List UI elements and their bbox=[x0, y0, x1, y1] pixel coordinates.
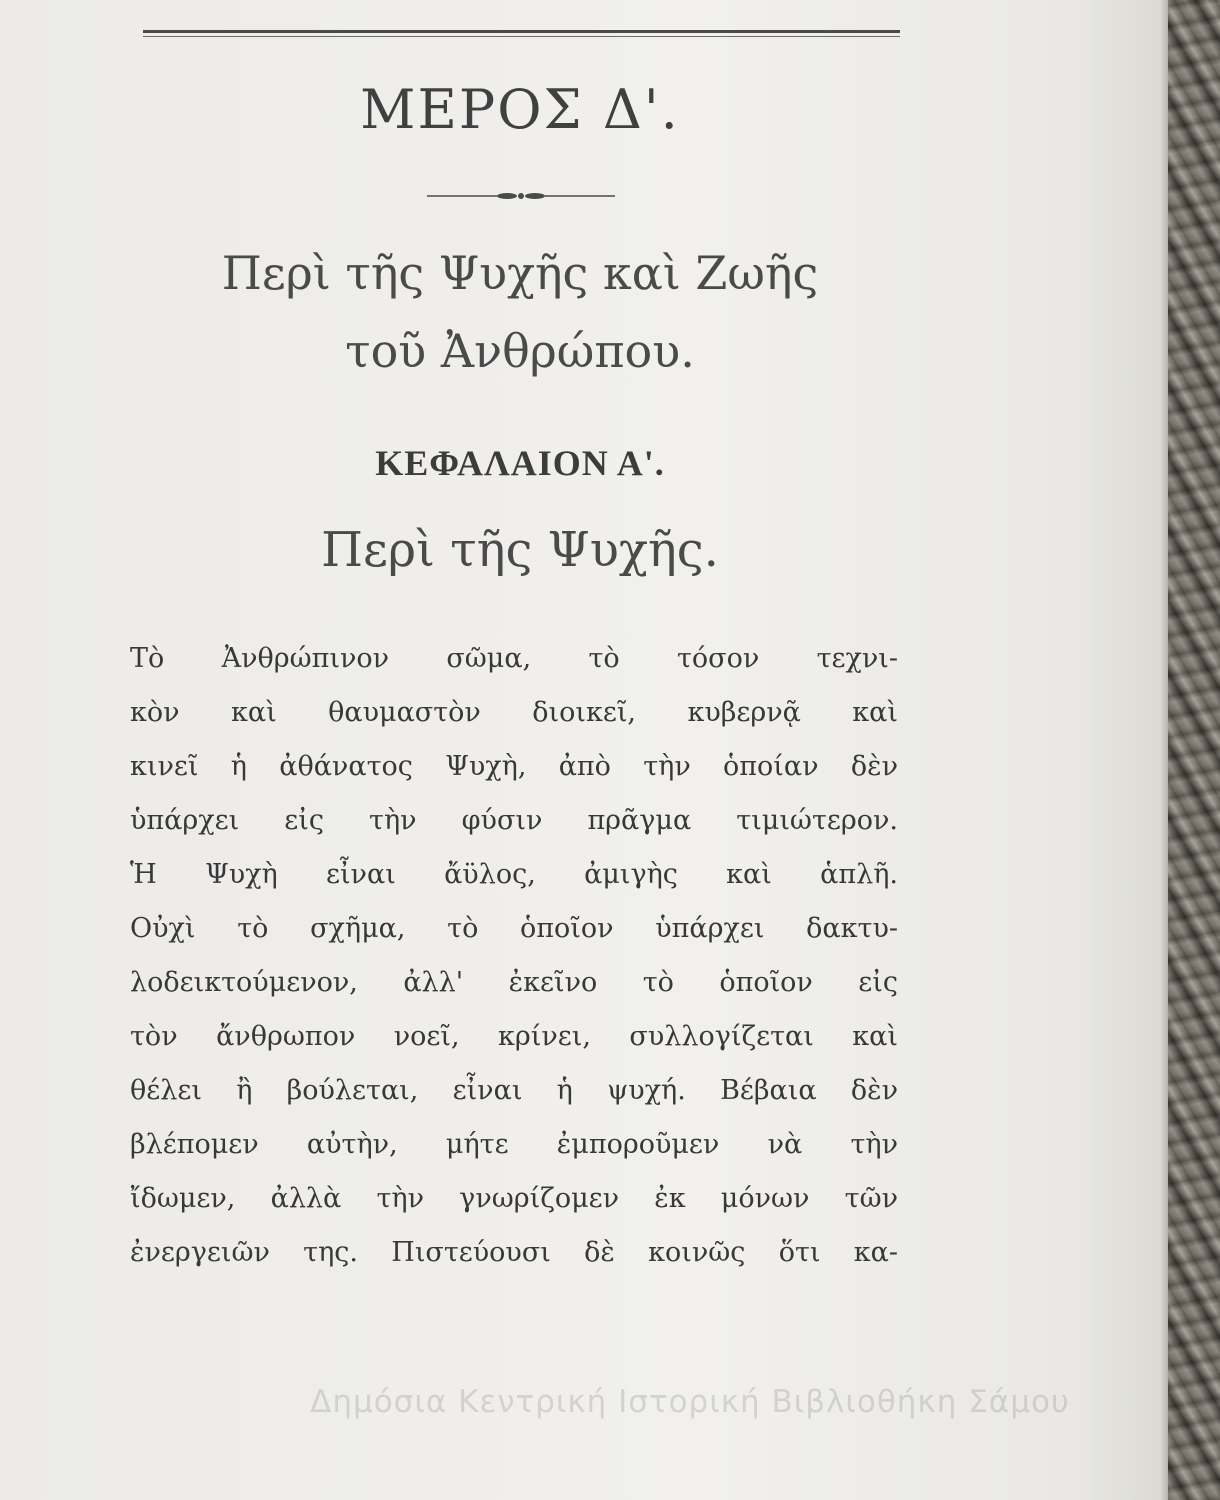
top-rule bbox=[143, 30, 900, 33]
chapter-label: ΚΕΦΑΛΑΙΟΝ Α'. bbox=[375, 443, 665, 483]
text-line: βλέπομεν αὐτὴν, μήτε ἐμποροῦμεν νὰ τὴν bbox=[130, 1129, 898, 1160]
text-line: θέλει ἢ βούλεται, εἶναι ἡ ψυχή. Βέβαια δὲν bbox=[130, 1075, 898, 1106]
text-line: κὸν καὶ θαυμαστὸν διοικεῖ, κυβερνᾷ καὶ bbox=[130, 697, 898, 728]
text-line: ἐνεργειῶν της. Πιστεύουσι δὲ κοινῶς ὅτι κα- bbox=[130, 1237, 898, 1268]
ornament-divider bbox=[427, 190, 615, 202]
chapter-title: Περὶ τῆς Ψυχῆς. bbox=[321, 522, 719, 578]
text-line: λοδεικτούμενον, ἀλλ' ἐκεῖνο τὸ ὁποῖον εἰς bbox=[130, 967, 898, 998]
body-text bbox=[130, 632, 898, 1280]
text-line: ἴδωμεν, ἀλλὰ τὴν γνωρίζομεν ἐκ μόνων τῶν bbox=[130, 1183, 898, 1214]
marbled-binding bbox=[1168, 0, 1220, 1500]
section-title-line-2: τοῦ Ἀνθρώπου. bbox=[345, 324, 695, 378]
top-rule-thin bbox=[143, 36, 900, 37]
text-line: ὑπάρχει εἰς τὴν φύσιν πρᾶγμα τιμιώτερον. bbox=[130, 805, 898, 836]
library-watermark: Δημόσια Κεντρική Ιστορική Βιβλιοθήκη Σάμου bbox=[310, 1384, 1070, 1420]
text-line: Ἡ Ψυχὴ εἶναι ἄϋλος, ἀμιγὴς καὶ ἁπλῆ. bbox=[130, 859, 898, 890]
text-line: τὸν ἄνθρωπον νοεῖ, κρίνει, συλλογίζεται καὶ bbox=[130, 1021, 898, 1052]
text-line: κινεῖ ἡ ἀθάνατος Ψυχὴ, ἀπὸ τὴν ὁποίαν δὲν bbox=[130, 751, 898, 782]
text-line: Τὸ Ἀνθρώπινον σῶμα, τὸ τόσον τεχνι- bbox=[130, 643, 898, 674]
part-heading: ΜΕΡΟΣ Δ'. bbox=[360, 78, 680, 141]
section-title-line-1: Περὶ τῆς Ψυχῆς καὶ Ζωῆς bbox=[221, 246, 819, 300]
text-line: Οὐχὶ τὸ σχῆμα, τὸ ὁποῖον ὑπάρχει δακτυ- bbox=[130, 913, 898, 944]
